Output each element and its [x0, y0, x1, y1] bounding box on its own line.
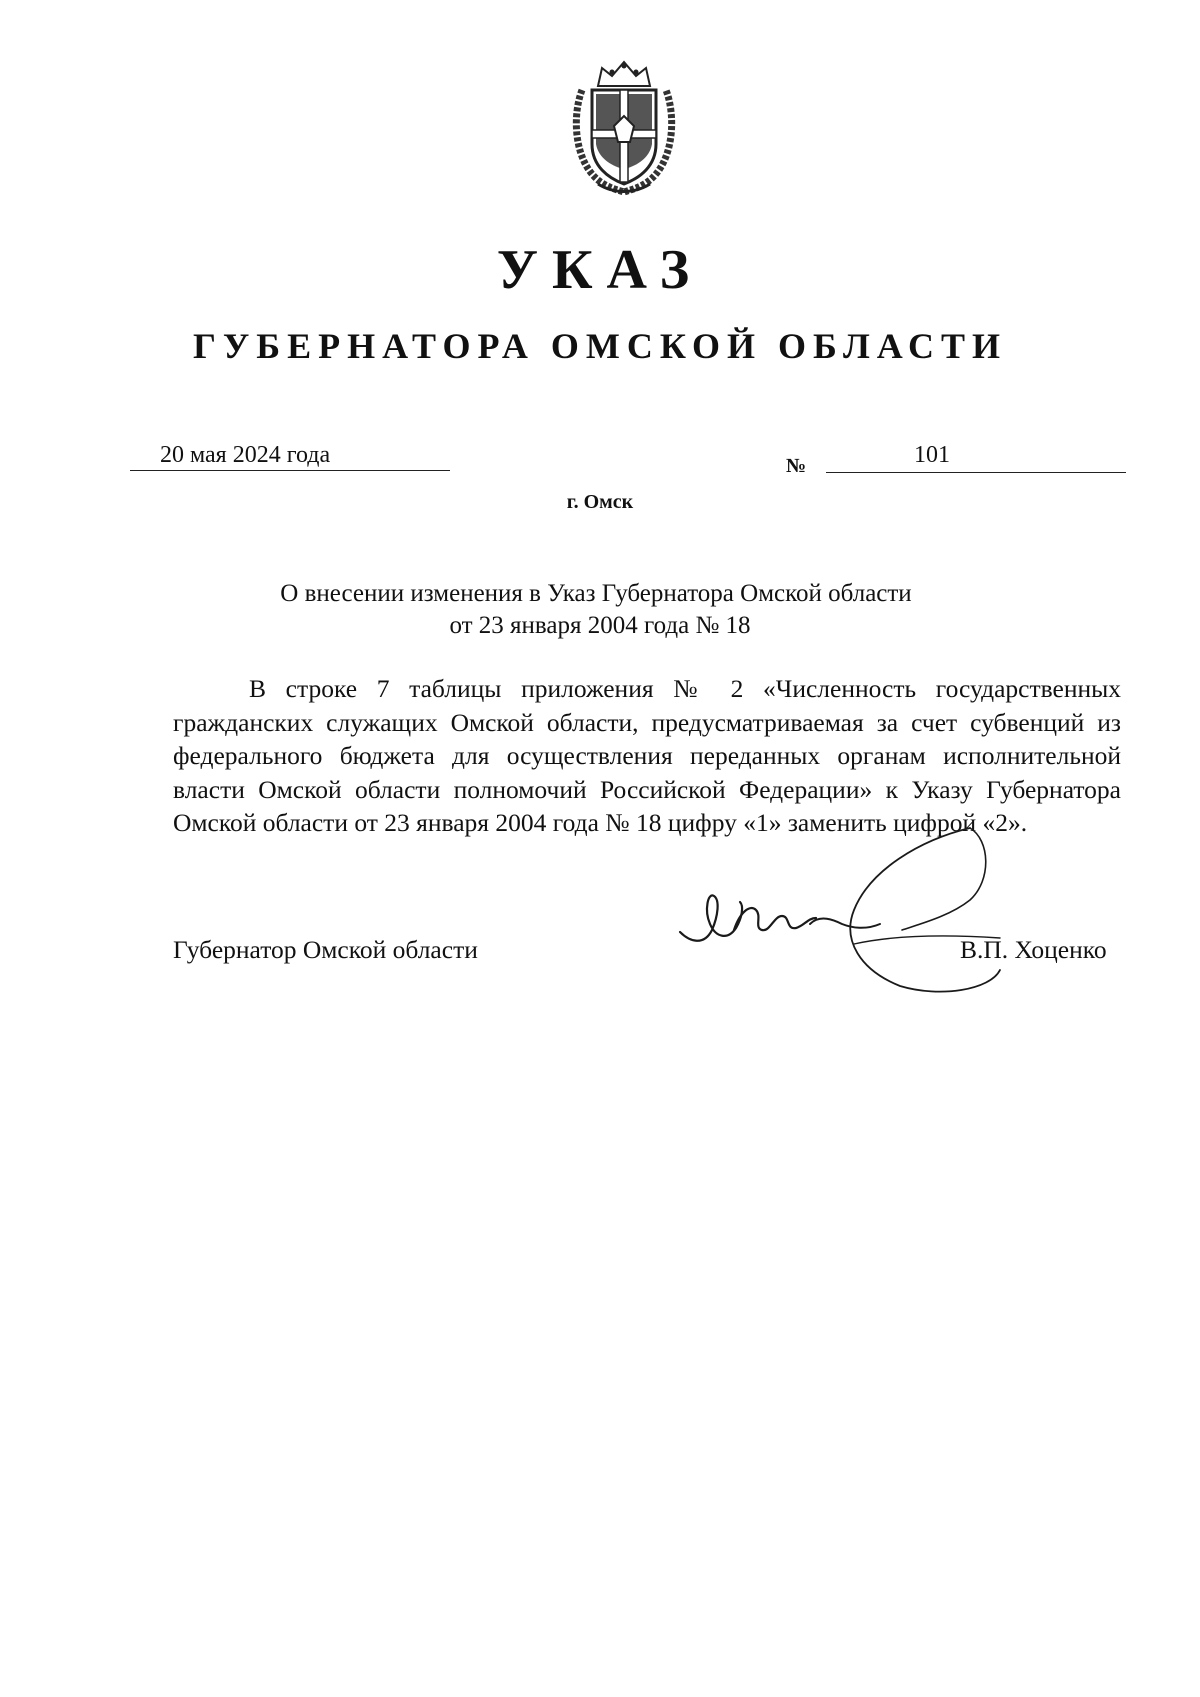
number-underline	[826, 440, 1126, 473]
signer-name: В.П. Хоценко	[960, 935, 1107, 964]
body-paragraph: В строке 7 таблицы приложения № 2 «Численность государственных гражданских служащих Омской области, предусматриваемая за счет субвенций из федерального бюджета для осуществления переданных органам исполнительной власти Омской области полномочий Российской Федерации» к Указу Губернатора Омской области от 23 января 2004 года № 18 цифру «1» заменить цифрой «2».	[173, 674, 1121, 837]
subject-line-2: от 23 января 2004 года № 18	[449, 612, 751, 639]
document-city: г. Омск	[566, 491, 634, 513]
number-sign: №	[786, 455, 807, 477]
issuer-title: ГУБЕРНАТОРА ОМСКОЙ ОБЛАСТИ	[192, 326, 1008, 366]
coat-of-arms-icon	[568, 56, 680, 196]
document-type-title: УКАЗ	[496, 239, 704, 301]
handwritten-signature-icon	[670, 820, 1050, 1000]
document-date: 20 мая 2024 года	[130, 440, 450, 471]
document-number: 101	[914, 442, 950, 468]
signer-role: Губернатор Омской области	[173, 935, 478, 964]
document-number-field	[786, 440, 1126, 477]
subject-line-1: О внесении изменения в Указ Губернатора Омской области	[280, 580, 912, 607]
